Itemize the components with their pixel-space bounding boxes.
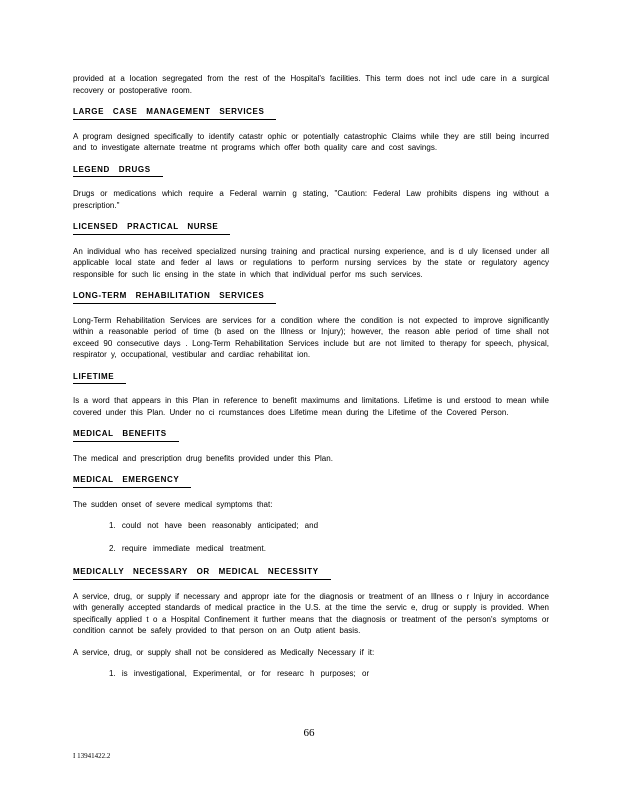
document-body [73, 73, 549, 692]
section-medically-necessary [73, 566, 549, 680]
numbered-list [109, 668, 549, 680]
section-paragraph: A service, drug, or supply shall not be considered as Medically Necessary if it: [73, 647, 375, 657]
list-item: 1. could not have been reasonably anticipated; and [109, 521, 319, 530]
list-item: 1. is investigational, Experimental, or for researc h purposes; or [109, 669, 370, 678]
section-paragraph: The medical and prescription drug benefits provided under this Plan. [73, 453, 333, 463]
section-large-case-management [73, 106, 549, 154]
section-licensed-practical-nurse [73, 221, 549, 280]
section-heading: LONG-TERM REHABILITATION SERVICES [73, 290, 276, 304]
section-heading: LEGEND DRUGS [73, 164, 163, 178]
section-paragraph: Drugs or medications which require a Federal warnin g stating, "Caution: Federal Law prohibits dispens ing without a prescription." [73, 189, 549, 210]
section-paragraph: The sudden onset of severe medical symptoms that: [73, 499, 273, 509]
section-long-term-rehabilitation [73, 290, 549, 361]
section-paragraph: Long-Term Rehabilitation Services are services for a condition where the condition is not expected to improve significantly within a reasonable period of time (b ased on the Illness or Injury); however, the reason able period of time shall not exceed 90 consecutive days . Long-Term Rehabilitation Services include but are not limited to therapy for speech, physical, respirator y, occupational, vestibular and cardiac rehabilitat ion. [73, 315, 549, 359]
section-paragraph: Is a word that appears in this Plan in reference to benefit maximums and limitations. Lifetime is und erstood to mean while covered under this Plan. Under no ci rcumstances does Lifetime mean during the Lifetime of the Covered Person. [73, 396, 549, 417]
section-heading: MEDICALLY NECESSARY OR MEDICAL NECESSITY [73, 566, 331, 580]
section-heading: LARGE CASE MANAGEMENT SERVICES [73, 106, 276, 120]
intro-paragraph: provided at a location segregated from the rest of the Hospital's facilities. This term does not incl ude care in a surgical recovery or postoperative room. [73, 74, 549, 95]
section-paragraph: A program designed specifically to identify catastr ophic or potentially catastrophic Claims while they are still being incurred and to investigate alternate treatme nt programs which offer both quality care and cost savings. [73, 131, 549, 152]
numbered-list [109, 520, 549, 554]
section-paragraph: An individual who has received specialized nursing training and practical nursing experience, and is d uly licensed under all applicable local state and feder al laws or regulations to perform nursing services by the state or regulatory agency responsible for such lic ensing in the state in which that individual perfor ms such services. [73, 246, 549, 279]
document-id: I 13941422.2 [73, 752, 111, 760]
list-item: 2. require immediate medical treatment. [109, 543, 266, 553]
section-lifetime [73, 371, 549, 419]
section-legend-drugs [73, 164, 549, 212]
page-number: 66 [303, 727, 315, 739]
section-medical-emergency [73, 474, 549, 554]
section-heading: LIFETIME [73, 371, 126, 385]
section-heading: LICENSED PRACTICAL NURSE [73, 221, 230, 235]
section-paragraph: A service, drug, or supply if necessary and appropr iate for the diagnosis or treatment of an Illness o r Injury in accordance with generally accepted standards of medical practice in the U.S. at the time the servic e, drug or supply is provided. When specifically applied t o a Hospital Confinement it further means that the diagnosis or treatment of the person's symptoms or condition cannot be safely provided to that person on an Outp atient basis. [73, 591, 549, 635]
section-medical-benefits [73, 428, 549, 464]
section-heading: MEDICAL BENEFITS [73, 428, 179, 442]
section-heading: MEDICAL EMERGENCY [73, 474, 191, 488]
